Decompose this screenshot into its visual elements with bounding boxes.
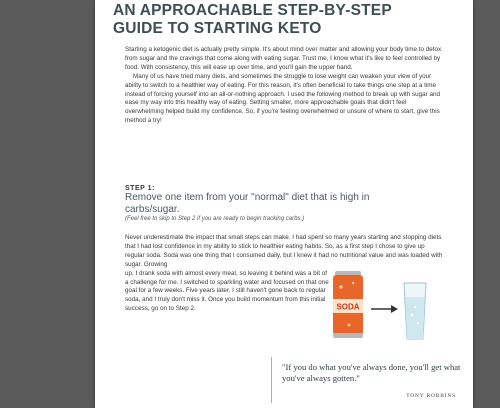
soda-can-label: SODA	[336, 302, 360, 312]
step-text-top: Never underestimate the impact that small steps can make. I had spent so many years starting and stopping diets that I had lost confidence in my ability to stick to healthier eating habits. So, as a first step I chose to give up regular soda. Soda was one thing that I consumed daily, but I knew it had no nutritional value and was loaded with sugar. Growing	[125, 234, 443, 268]
page-title	[113, 2, 463, 38]
step-text-narrow: up, I drank soda with almost every meal, so leaving it behind was a bit of a challenge for me. I switched to sparkling water and focused on that one goal for a few weeks. Five years later, I still haven't gone back to regular soda, and I truly don't miss it. Once you build momentum from this initial success, go on to Step 2.	[125, 269, 329, 313]
soda-can-icon	[333, 271, 363, 338]
quote-box	[271, 357, 462, 403]
step-note: (Feel free to skip to Step 2 if you are ready to begin tracking carbs.)	[125, 216, 305, 222]
intro-part-2: Many of us have tried many diets, and sometimes the struggle to lose weight can weaken your view of your ability to switch to a healthier way of eating. For this reason, it's often beneficial to take things one step at a time instead of forcing yourself into an all-or-nothing approach. I used the following method to break up with sugar and ease my way into this healthy way of eating. Setting smaller, more approachable goals that didn't feel overwhelming helped build my confidence. So, if you're feeling overwhelmed or unsure of where to start, give this method a try!	[125, 72, 441, 125]
title-line-2: GUIDE TO STARTING KETO	[113, 20, 322, 37]
step-heading: Remove one item from your "normal" diet that is high in carbs/sugar.	[125, 192, 370, 215]
quote-text: "If you do what you've always done, you'll get what you've always gotten."	[282, 362, 461, 383]
step-label: STEP 1:	[125, 185, 155, 192]
soda-to-water-illustration	[327, 265, 432, 347]
document-page	[95, 0, 473, 408]
water-glass-icon	[404, 283, 426, 339]
quote-author: TONY ROBBINS	[406, 393, 456, 399]
intro-paragraph	[125, 46, 443, 126]
title-line-1: AN APPROACHABLE STEP-BY-STEP	[113, 2, 392, 19]
intro-part-1: Starting a ketogenic diet is actually pretty simple. It's about mind over matter and allowing your body time to detox from sugar and the cravings that come along with eating sugar. Trust me, I know what it's like to feel controlled by food. With consistency, this will ease up over time, and you'll gain the upper hand.	[125, 46, 442, 71]
arrow-right-icon	[371, 305, 398, 313]
